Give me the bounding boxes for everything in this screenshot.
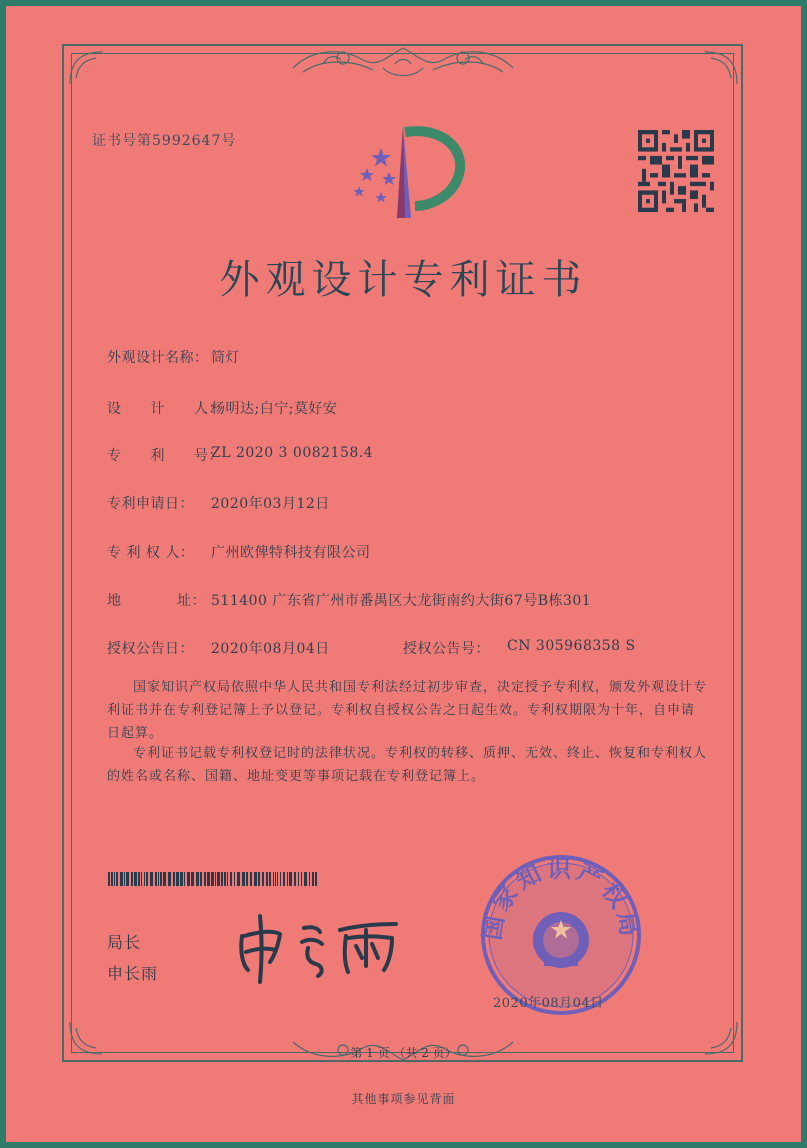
seal-date: 2020年08月04日: [493, 996, 604, 1011]
design-name-label: 外观设计名称：: [107, 350, 209, 366]
patent-office-logo-icon: [345, 122, 465, 222]
handwritten-signature-icon: [232, 906, 407, 986]
certificate-title: 外观设计专利证书: [219, 257, 588, 303]
corner-ornament-icon: [66, 48, 106, 88]
grant-number-label: 授权公告号：: [403, 641, 490, 657]
designer-value: 杨明达;白宁;莫好安: [211, 401, 338, 417]
grant-statement-paragraph: 国家知识产权局依照中华人民共和国专利法经过初步审查，决定授予专利权，颁发外观设计专利证书并在专利登记簿上予以登记。专利权自授权公告之日起生效。专利权期限为十年，自申请日起算。: [107, 680, 708, 741]
grant-date-label: 授权公告日：: [107, 641, 194, 657]
grant-number-value: CN 305968358 S: [507, 638, 636, 654]
filing-date-label: 专利申请日：: [107, 496, 194, 512]
designer-label: 设 计 人：: [107, 401, 223, 417]
certificate-number: 证书号第5992647号: [92, 133, 237, 149]
corner-ornament-icon: [701, 48, 741, 88]
address-label-left: 地: [107, 593, 122, 609]
patentee-label: 专 利 权 人：: [107, 545, 195, 561]
address-value: 511400 广东省广州市番禺区大龙街南约大街67号B栋301: [211, 593, 592, 609]
patent-number-value: ZL 2020 3 0082158.4: [211, 445, 374, 461]
footer-note: 其他事项参见背面: [351, 1092, 456, 1106]
qr-code-icon: [638, 130, 714, 212]
top-ornament-icon: [283, 38, 523, 84]
signatory-name: 申长雨: [107, 964, 159, 983]
filing-date-value: 2020年03月12日: [211, 496, 330, 512]
patentee-value: 广州欧俾特科技有限公司: [211, 545, 371, 561]
address-label-right: 址：: [177, 593, 206, 609]
design-name-value: 筒灯: [211, 350, 240, 366]
patent-number-label: 专 利 号：: [107, 448, 223, 464]
barcode-icon: [108, 872, 318, 886]
grant-date-value: 2020年08月04日: [211, 641, 330, 657]
signatory-title: 局长: [107, 933, 142, 952]
page-indicator: 第 1 页 （共 2 页）: [350, 1046, 457, 1060]
seal-text: 国家知识产权局: [478, 855, 644, 942]
legal-status-paragraph: 专利证书记载专利权登记时的法律状况。专利权的转移、质押、无效、终止、恢复和专利权人的姓名或名称、国籍、地址变更等事项记载在专利登记簿上。: [107, 746, 708, 784]
